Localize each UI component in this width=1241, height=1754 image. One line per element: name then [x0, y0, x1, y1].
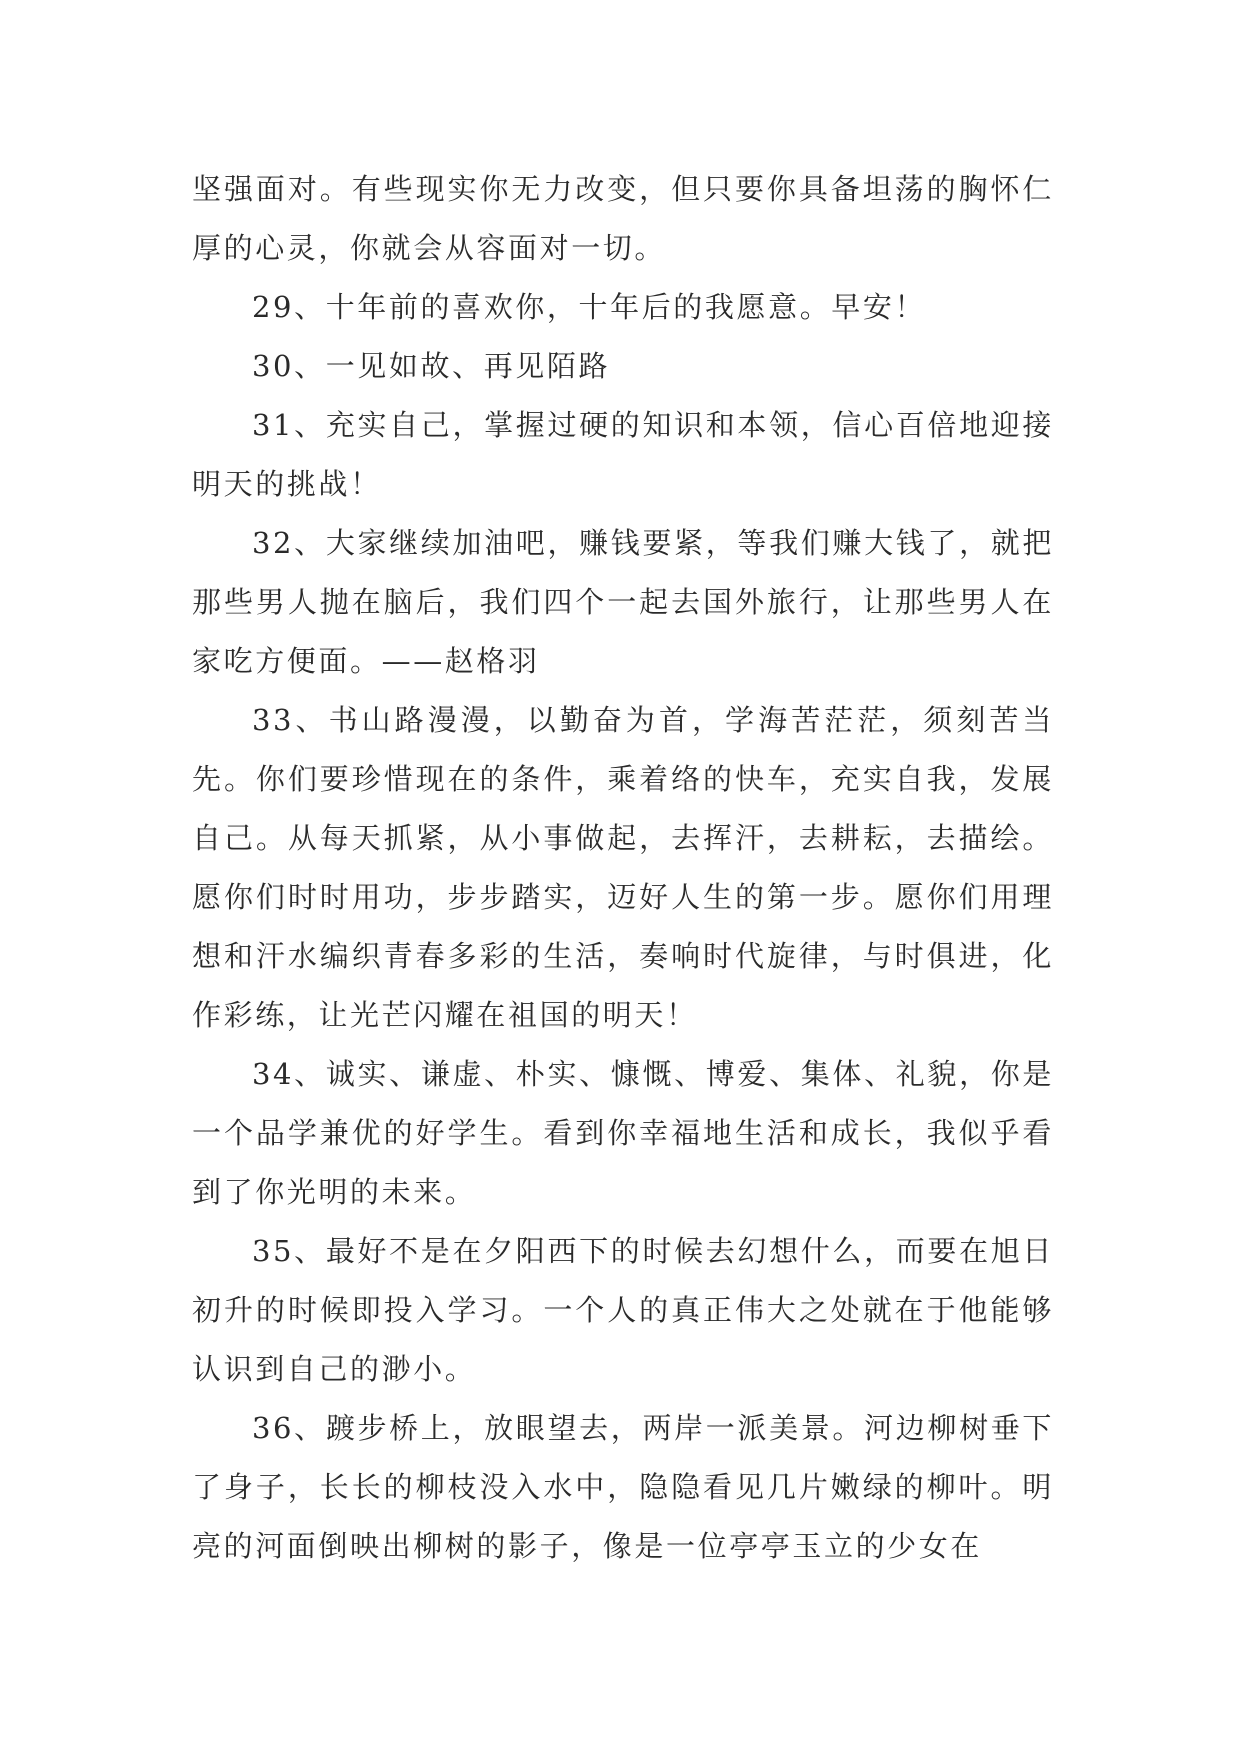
paragraph-35: 35、最好不是在夕阳西下的时候去幻想什么，而要在旭日初升的时候即投入学习。一个人的真正伟大之处就在于他能够认识到自己的渺小。	[192, 1234, 1054, 1386]
paragraph-36: 36、踱步桥上，放眼望去，两岸一派美景。河边柳树垂下了身子，长长的柳枝没入水中，隐隐看见几片嫩绿的柳叶。明亮的河面倒映出柳树的影子，像是一位亭亭玉立的少女在	[192, 1411, 1054, 1563]
document-body	[192, 160, 1054, 1576]
paragraph-continued: 坚强面对。有些现实你无力改变，但只要你具备坦荡的胸怀仁厚的心灵，你就会从容面对一切。	[192, 172, 1054, 265]
paragraph-31: 31、充实自己，掌握过硬的知识和本领，信心百倍地迎接明天的挑战！	[192, 408, 1054, 501]
paragraph-30: 30、一见如故、再见陌路	[252, 349, 611, 383]
paragraph-33: 33、书山路漫漫，以勤奋为首，学海苦茫茫，须刻苦当先。你们要珍惜现在的条件，乘着络的快车，充实自我，发展自己。从每天抓紧，从小事做起，去挥汗，去耕耘，去描绘。愿你们时时用功，步步踏实，迈好人生的第一步。愿你们用理想和汗水编织青春多彩的生活，奏响时代旋律，与时俱进，化作彩练，让光芒闪耀在祖国的明天！	[192, 703, 1054, 1032]
paragraph-29: 29、十年前的喜欢你，十年后的我愿意。早安！	[252, 290, 927, 324]
paragraph-32: 32、大家继续加油吧，赚钱要紧，等我们赚大钱了，就把那些男人抛在脑后，我们四个一起去国外旅行，让那些男人在家吃方便面。——赵格羽	[192, 526, 1054, 678]
paragraph-34: 34、诚实、谦虚、朴实、慷慨、博爱、集体、礼貌，你是一个品学兼优的好学生。看到你幸福地生活和成长，我似乎看到了你光明的未来。	[192, 1057, 1054, 1209]
